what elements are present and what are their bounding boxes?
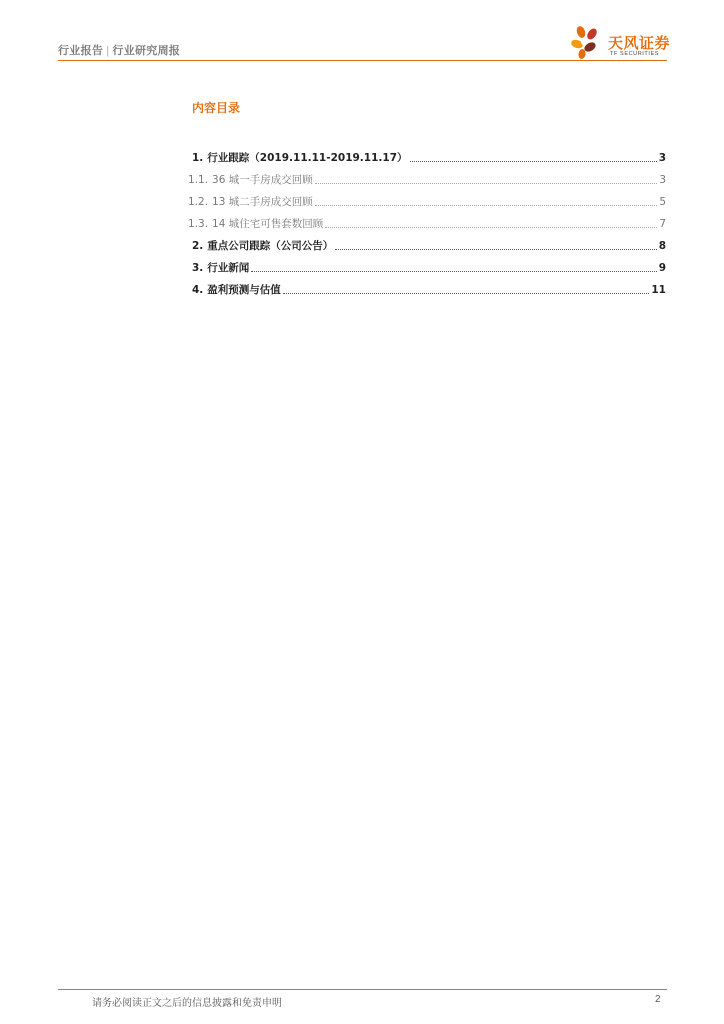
toc-entry-title: 14 城住宅可售套数回顾 (212, 218, 324, 230)
toc-leader-dots (315, 182, 658, 184)
page-number: 2 (655, 994, 661, 1005)
logo-flower-icon (568, 24, 608, 60)
toc-entry-page: 5 (659, 196, 666, 208)
toc-entry-number: 1.2. (188, 196, 209, 208)
toc-entry-page: 7 (659, 218, 666, 230)
toc-entry-page: 9 (658, 262, 666, 274)
toc-entry-number: 3. (192, 262, 204, 274)
toc-entry[interactable] (188, 231, 666, 253)
toc-entry-number: 1.1. (188, 174, 209, 186)
footer-divider (58, 989, 667, 990)
toc-entry-title: 行业新闻 (207, 262, 250, 274)
toc-entry-title: 36 城一手房成交回顾 (212, 174, 313, 186)
toc-entry[interactable] (188, 253, 666, 275)
toc-leader-dots (335, 248, 656, 250)
toc-leader-dots (410, 160, 657, 162)
tf-securities-logo (568, 24, 672, 60)
breadcrumb-report-subtype: 行业研究周报 (112, 45, 181, 57)
logo-name-cn: 天风证券 (608, 34, 671, 52)
toc-entry-number: 1.3. (188, 218, 209, 230)
toc-entry-title: 盈利预测与估值 (207, 284, 281, 296)
logo-name-en: TF SECURITIES (610, 51, 660, 57)
toc-entry[interactable] (188, 275, 666, 297)
toc-entry-page: 11 (651, 284, 666, 296)
breadcrumb-report-type: 行业报告 (58, 45, 104, 57)
toc-title: 内容目录 (192, 101, 241, 115)
toc-entry-page: 3 (659, 174, 666, 186)
toc-entry-page: 3 (658, 152, 666, 164)
header-divider (58, 60, 667, 61)
toc-entry[interactable] (188, 209, 666, 231)
toc-entry[interactable] (188, 165, 666, 187)
toc-leader-dots (315, 204, 658, 206)
toc-entry-title: 13 城二手房成交回顾 (212, 196, 313, 208)
breadcrumb-separator: | (106, 45, 110, 57)
toc-entry-title: 重点公司跟踪（公司公告） (207, 240, 334, 252)
table-of-contents (188, 143, 666, 297)
toc-entry-number: 4. (192, 284, 204, 296)
toc-leader-dots (325, 226, 657, 228)
toc-entry-number: 1. (192, 152, 204, 164)
toc-entry-number: 2. (192, 240, 204, 252)
toc-entry-page: 8 (658, 240, 666, 252)
toc-leader-dots (283, 292, 650, 294)
toc-entry[interactable] (188, 143, 666, 165)
toc-leader-dots (251, 270, 656, 272)
report-breadcrumb (58, 42, 180, 58)
toc-entry-title: 行业跟踪（2019.11.11-2019.11.17） (207, 152, 408, 164)
footer-disclaimer: 请务必阅读正文之后的信息披露和免责申明 (92, 998, 282, 1009)
toc-entry[interactable] (188, 187, 666, 209)
